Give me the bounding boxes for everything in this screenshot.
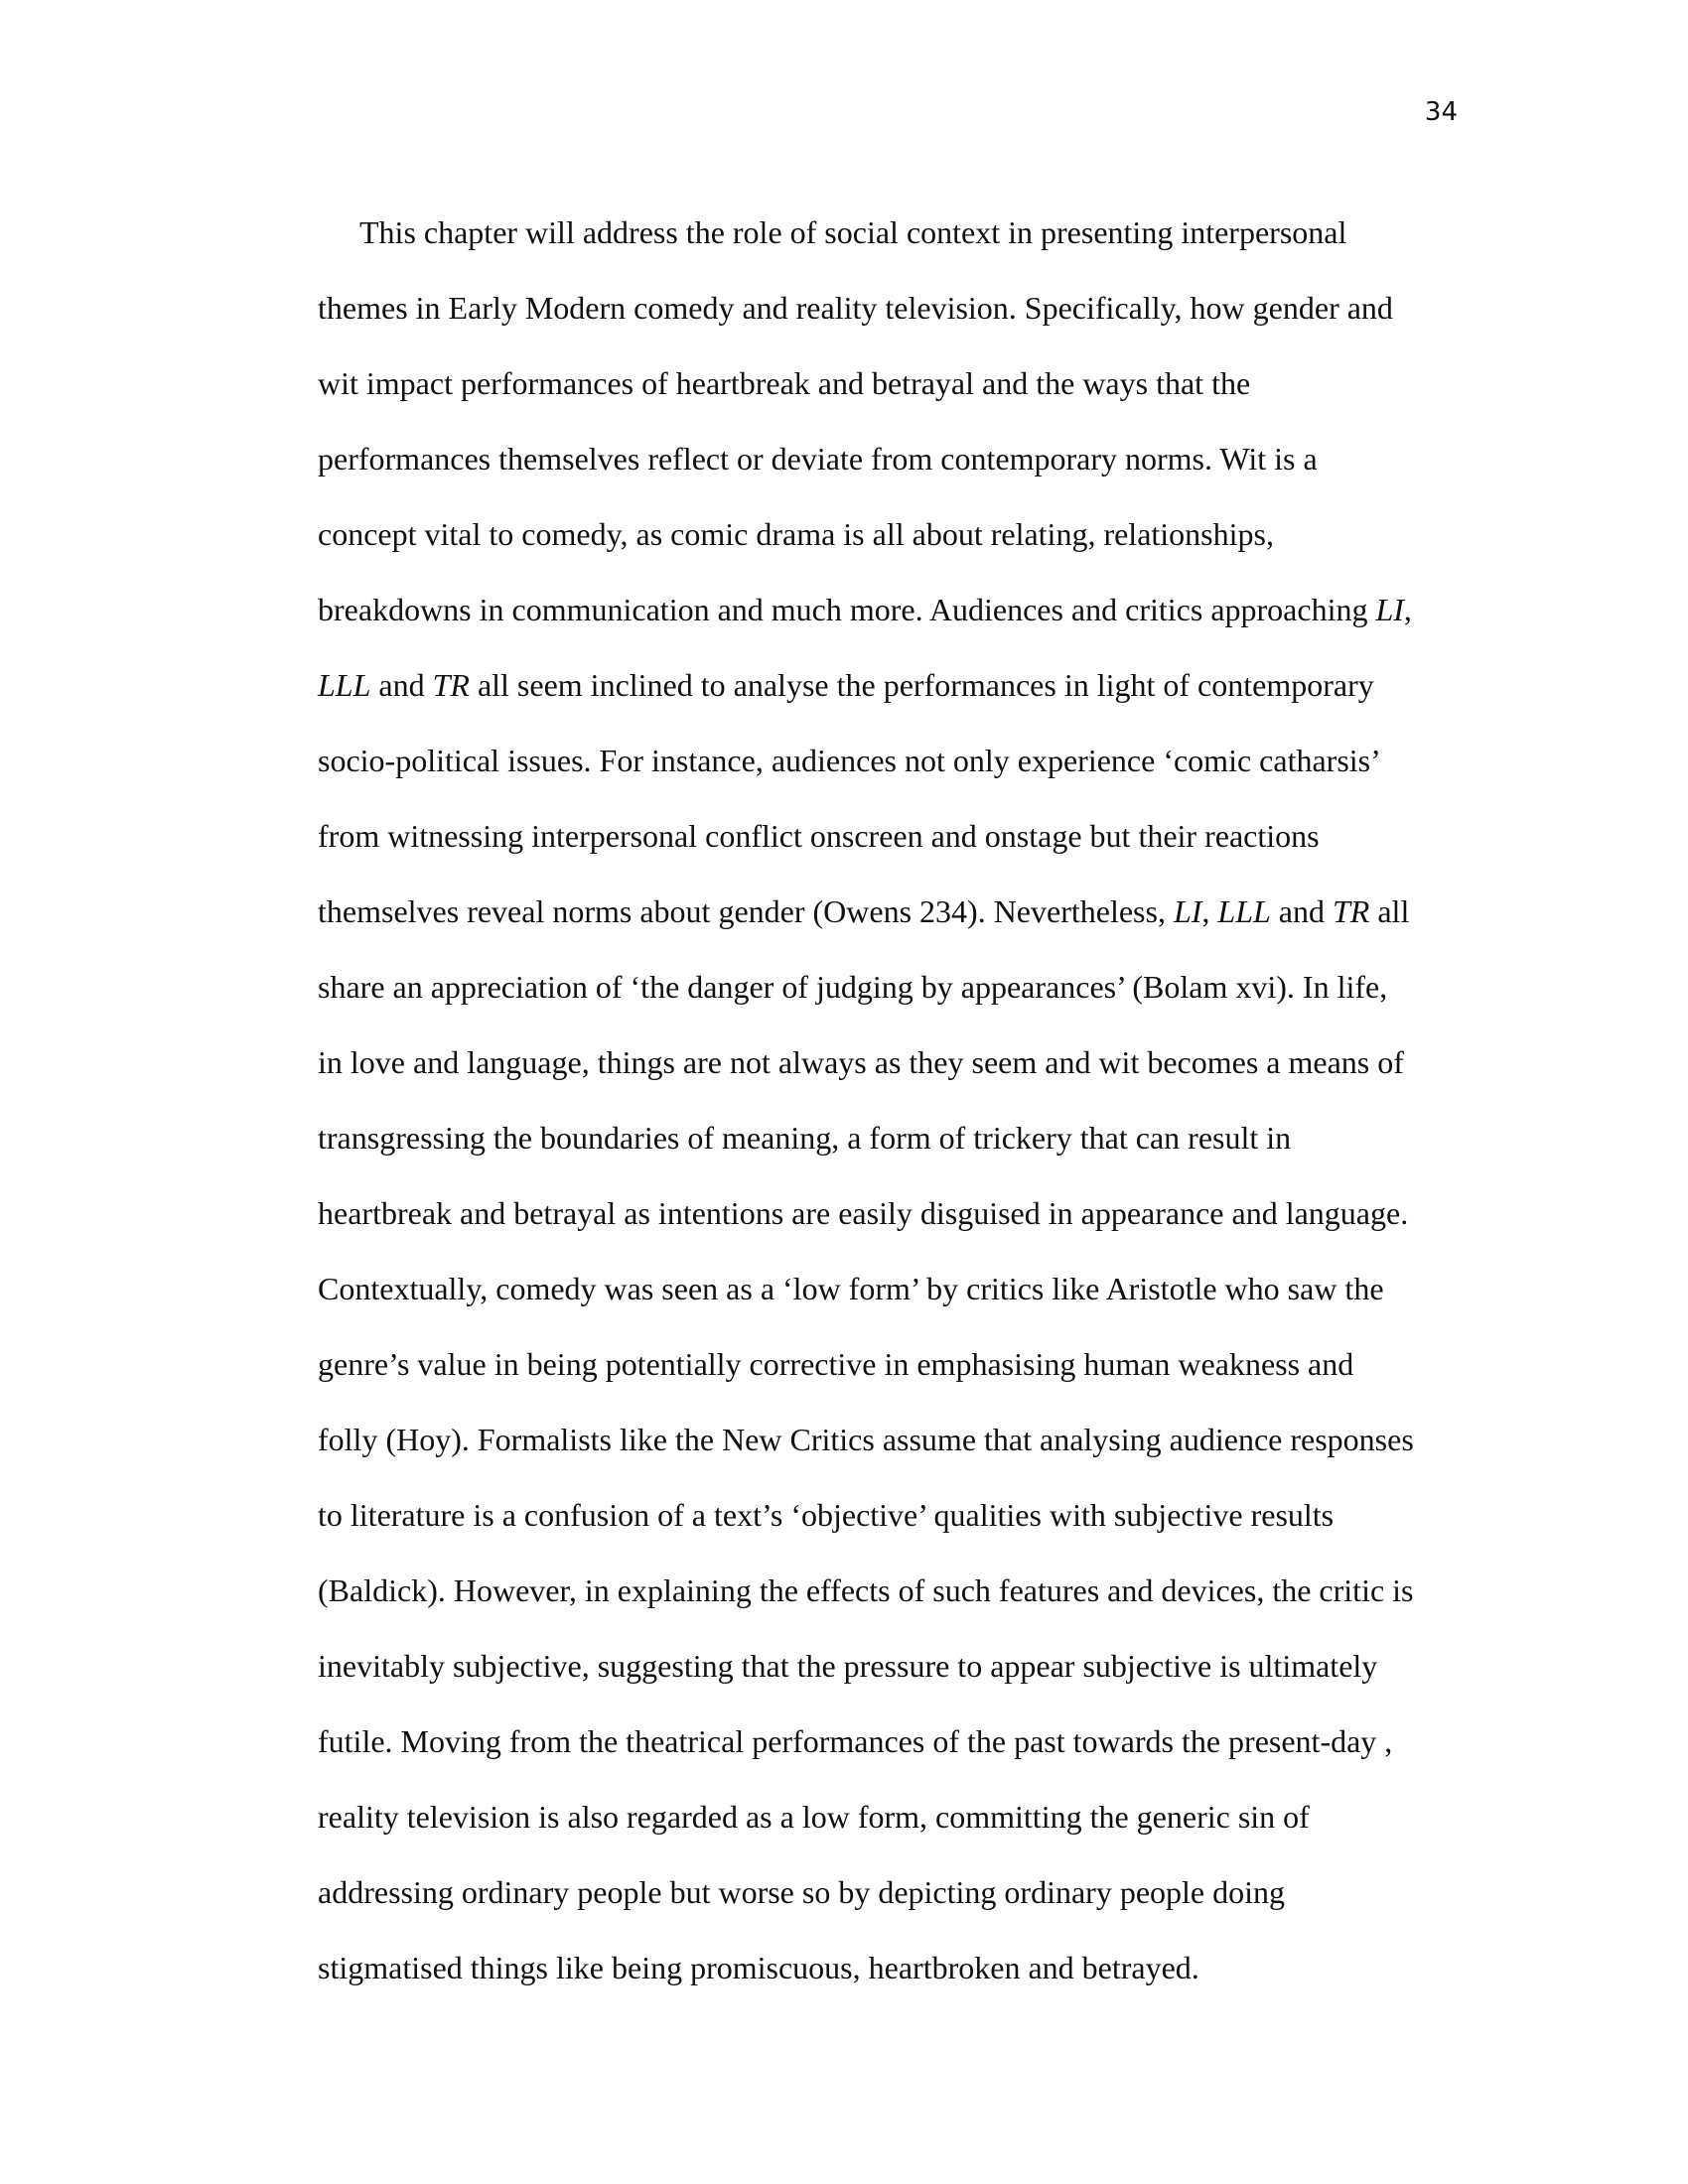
text-line: Contextually, comedy was seen as a ‘low form’ by critics like Aristotle who saw the [318, 1271, 1384, 1306]
text-line: from witnessing interpersonal conflict onscreen and onstage but their reactions [318, 818, 1320, 854]
text-line: to literature is a confusion of a text’s ‘objective’ qualities with subjective results [318, 1497, 1335, 1533]
text-line: addressing ordinary people but worse so by depicting ordinary people doing [318, 1874, 1285, 1910]
page-number: 34 [1424, 97, 1458, 127]
italic-title: TR [1333, 893, 1370, 929]
text-line: wit impact performances of heartbreak and betrayal and the ways that the [318, 365, 1251, 401]
text-line: transgressing the boundaries of meaning, a form of trickery that can result in [318, 1120, 1292, 1156]
text-line: performances themselves reflect or deviate from contemporary norms. Wit is a [318, 441, 1318, 477]
text-line: inevitably subjective, suggesting that the pressure to appear subjective is ultimately [318, 1648, 1378, 1684]
text-line: share an appreciation of ‘the danger of judging by appearances’ (Bolam xvi). In life, [318, 969, 1388, 1005]
text-line: concept vital to comedy, as comic drama is all about relating, relationships, [318, 516, 1274, 552]
italic-title: LLL [1217, 893, 1271, 929]
text-line: LLL and TR all seem inclined to analyse the performances in light of contemporary [318, 667, 1374, 703]
text-line: (Baldick). However, in explaining the effects of such features and devices, the critic is [318, 1572, 1414, 1608]
text-line: This chapter will address the role of social context in presenting interpersonal [359, 214, 1347, 250]
text-line: folly (Hoy). Formalists like the New Critics assume that analysing audience responses [318, 1422, 1414, 1457]
body-paragraph [318, 195, 1489, 2005]
text-line: heartbreak and betrayal as intentions are easily disguised in appearance and language. [318, 1195, 1409, 1231]
italic-title: TR [432, 667, 470, 703]
italic-title: LI [1375, 592, 1404, 627]
text-line: genre’s value in being potentially corrective in emphasising human weakness and [318, 1346, 1354, 1382]
text-line: breakdowns in communication and much more. Audiences and critics approaching LI, [318, 592, 1412, 627]
text-line: in love and language, things are not always as they seem and wit becomes a means of [318, 1044, 1404, 1080]
text-line: socio-political issues. For instance, audiences not only experience ‘comic catharsis’ [318, 743, 1381, 778]
text-line: stigmatised things like being promiscuous, heartbroken and betrayed. [318, 1950, 1199, 1985]
italic-title: LI [1173, 893, 1202, 929]
text-line: futile. Moving from the theatrical performances of the past towards the present-day , [318, 1723, 1393, 1759]
text-line: reality television is also regarded as a low form, committing the generic sin of [318, 1799, 1310, 1835]
text-line: themes in Early Modern comedy and reality television. Specifically, how gender and [318, 290, 1393, 326]
text-line: themselves reveal norms about gender (Owens 234). Nevertheless, LI, LLL and TR all [318, 893, 1410, 929]
italic-title: LLL [318, 667, 371, 703]
